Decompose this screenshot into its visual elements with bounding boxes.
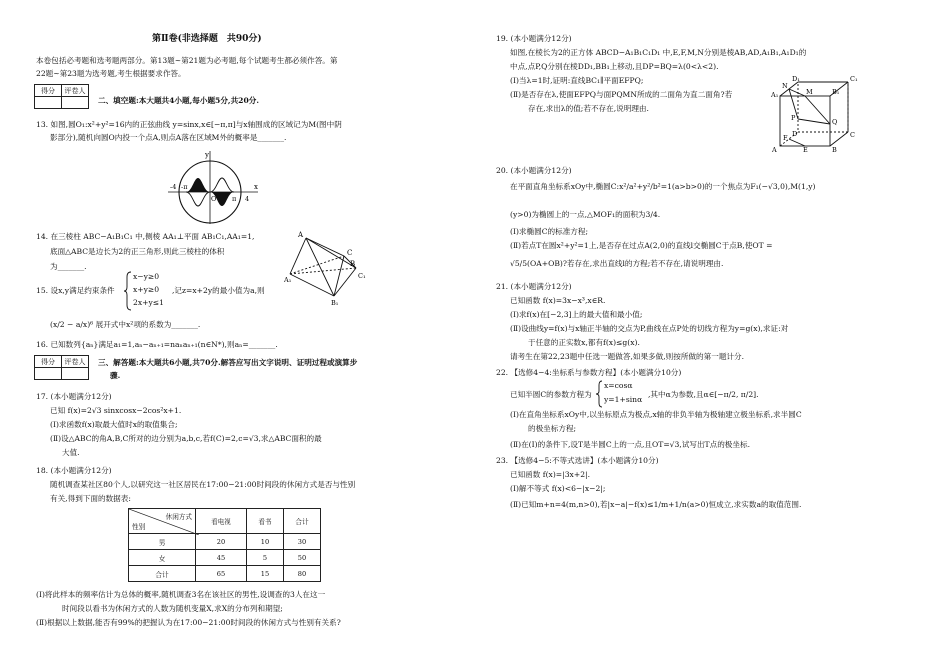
pt-Q: Q xyxy=(832,118,838,126)
q22-line-4: (Ⅱ)在(Ⅰ)的条件下,设T是半圆C上的一点,且OT=√3,试写出T点的极坐标. xyxy=(510,440,750,449)
table-cell: 20 xyxy=(196,534,247,550)
negpi-label: -π xyxy=(181,183,188,191)
score-box-1 xyxy=(34,84,89,109)
elective-note: 请考生在第22,23题中任选一题做答,如果多做,则按所做的第一题计分. xyxy=(510,352,745,361)
score-label: 得分 xyxy=(35,85,62,97)
table-header: 看电视 xyxy=(196,509,247,534)
q17-line-2: (Ⅰ)求函数f(x)取最大值时x的取值集合; xyxy=(50,420,178,429)
q13-circle-sine-figure xyxy=(166,148,262,228)
intro-line-2: 22题~第23题为选考题,考生根据要求作答。 xyxy=(36,69,186,78)
q20-line-2: (y>0)为椭圆上的一点,△MOF₁的面积为3/4. xyxy=(510,210,661,219)
q19-heading: 19. (本小题满分12分) xyxy=(496,34,572,43)
score-cell xyxy=(35,368,62,380)
table-cell: 45 xyxy=(196,550,247,566)
q23-line-2: (Ⅰ)解不等式 f(x)<6−|x−2|; xyxy=(510,484,606,493)
q22-line-1b: ,其中α为参数,且α∈[−π/2, π/2]. xyxy=(648,390,759,399)
q19-line-3: (Ⅰ)当λ=1时,证明:直线BC₁∥平面EFPQ; xyxy=(510,76,644,85)
table-corner-cell xyxy=(129,509,196,534)
q20-line-1: 在平面直角坐标系xOy中,椭圆C:x²/a²+y²/b²=1(a>b>0)的一个焦点为F₁(−√3,0),M(1,y) xyxy=(510,182,816,191)
pi-label: π xyxy=(232,195,237,203)
pt-B1: B₁ xyxy=(331,299,339,307)
q13-line-1: 13. 如图,圆O₁:x²+y²=16内的正弦曲线 y=sinx,x∈[−π,π]与x轴围成的区域记为M(图中阴 xyxy=(36,120,342,129)
grader-label: 评卷人 xyxy=(62,356,89,368)
table-cell: 80 xyxy=(284,566,321,582)
y-label: y xyxy=(205,151,209,159)
pt-C: C xyxy=(347,249,353,257)
table-row xyxy=(129,566,321,582)
x-label: x xyxy=(254,183,258,191)
solve-section-heading-1: 三、解答题:本大题共6小题,共70分.解答应写出文字说明、证明过程或演算步 xyxy=(98,358,358,367)
origin-label: O xyxy=(211,195,217,203)
q17-line-3: (Ⅱ)设△ABC的角A,B,C所对的边分别为a,b,c,若f(C)=2,c=√3,求△ABC面积的最 xyxy=(50,434,322,443)
q15-constraint-1: x−y≥0 xyxy=(133,272,160,281)
q18-line-4: 时间段以看书为休闲方式的人数为随机变量X,求X的分布列和期望; xyxy=(62,604,283,613)
pt-M: M xyxy=(806,88,813,96)
q18-line-1: 随机调查某社区80个人,以研究这一社区居民在17:00−21:00时间段的休闲方式是否与性别 xyxy=(50,480,356,489)
q18-line-3: (Ⅰ)将此样本的频率估计为总体的概率,随机调查3名在该社区的男性,设调查的3人在这一 xyxy=(36,590,326,599)
q23-heading: 23. 【选修4−5:不等式选讲】(本小题满分10分) xyxy=(496,456,659,465)
q19-line-5: 存在,求出λ的值;若不存在,说明理由. xyxy=(528,104,649,113)
pt-N: N xyxy=(782,82,788,90)
q21-line-4: 于任意的正实数x,都有f(x)≤g(x). xyxy=(528,338,640,347)
pt-B: B xyxy=(350,260,356,268)
grader-label: 评卷人 xyxy=(62,85,89,97)
q14-line-1: 14. 在三棱柱 ABC−A₁B₁C₁ 中,侧棱 AA₁⊥平面 AB₁C₁,AA₁=1, xyxy=(36,232,255,241)
q20-line-4: (Ⅱ)若点T在圆x²+y²=1上,是否存在过点A(2,0)的直线l交椭圆C于点B,使OT = xyxy=(510,241,773,250)
q17-line-1: 已知 f(x)=2√3 sinxcosx−2cos²x+1. xyxy=(50,406,182,415)
grader-cell xyxy=(62,97,89,109)
table-row xyxy=(129,550,321,566)
q17-line-4: 大值. xyxy=(62,448,80,457)
fill-in-section-heading: 二、填空题:本大题共4小题,每小题5分,共20分. xyxy=(98,96,259,105)
q18-heading: 18. (本小题满分12分) xyxy=(36,466,112,475)
q20-line-3: (Ⅰ)求椭圆C的标准方程; xyxy=(510,227,589,236)
q20-line-5: √5/5(OA+OB)?若存在,求出直线l的方程;若不存在,请说明理由. xyxy=(510,259,724,268)
q19-line-4: (Ⅱ)是否存在λ,使面EFPQ与面PQMN所成的二面角为直二面角?若 xyxy=(510,90,733,99)
q19-line-2: 中点,点P,Q分别在棱DD₁,BB₁上移动,且DP=BQ=λ(0<λ<2). xyxy=(510,62,719,71)
q15-constraint-2: x+y≥0 xyxy=(133,285,160,294)
pt-C1: C₁ xyxy=(358,272,366,280)
table-cell: 5 xyxy=(247,550,284,566)
pt-A1: A₁ xyxy=(771,91,779,99)
q16-text: 16. 已知数列{aₙ}满足a₁=1,aₙ−aₙ₊₁=naₙaₙ₊₁(n∈N*),则aₙ=_______. xyxy=(36,340,278,349)
q21-heading: 21. (本小题满分12分) xyxy=(496,282,572,291)
four-label: 4 xyxy=(245,195,250,203)
pt-C1: C₁ xyxy=(850,75,858,83)
score-label: 得分 xyxy=(35,356,62,368)
pt-P: P xyxy=(791,114,796,122)
q23-line-3: (Ⅱ)已知m+n=4(m,n>0),若|x−a|−f(x)≤1/m+1/n(a>0)恒成立,求实数a的取值范围. xyxy=(510,500,802,509)
table-cell: 女 xyxy=(129,550,196,566)
table-row xyxy=(129,534,321,550)
q22-line-1: 已知半圆C的参数方程为 xyxy=(510,390,592,399)
table-cell: 男 xyxy=(129,534,196,550)
table-cell: 10 xyxy=(247,534,284,550)
intro-line-1: 本卷包括必考题和选考题两部分。第13题~第21题为必考题,每个试题考生都必须作答。第 xyxy=(36,56,338,65)
q20-heading: 20. (本小题满分12分) xyxy=(496,166,572,175)
q15-constraint-3: 2x+y≤1 xyxy=(133,298,164,307)
q14-line-2: 底面△ABC是边长为2的正三角形,则此三棱柱的体积 xyxy=(50,247,225,256)
pt-D: D xyxy=(792,130,798,138)
section-title: 第Ⅱ卷(非选择题 共90分) xyxy=(152,34,262,44)
corner-bottom-label: 性别 xyxy=(132,523,146,531)
score-cell xyxy=(35,97,62,109)
table-cell: 15 xyxy=(247,566,284,582)
q22-param-x: x=cosα xyxy=(604,381,633,390)
pt-A: A xyxy=(772,146,777,154)
q14-line-3: 为_______. xyxy=(50,262,87,271)
table-cell: 65 xyxy=(196,566,247,582)
q19-cube-figure xyxy=(770,74,860,154)
pt-B1: B₁ xyxy=(832,88,840,96)
q15-line-2: (x/2 − a/x)⁶ 展开式中x²项的系数为_______. xyxy=(50,320,201,329)
grader-cell xyxy=(62,368,89,380)
corner-top-label: 休闲方式 xyxy=(165,513,192,521)
q22-line-3: 的极坐标方程; xyxy=(528,424,577,433)
q14-prism-figure xyxy=(284,226,380,308)
table-cell: 合计 xyxy=(129,566,196,582)
q18-line-2: 有关,得到下面的数据表: xyxy=(50,494,131,503)
pt-A1: A₁ xyxy=(284,276,292,284)
q15-line-1: 15. 设x,y满足约束条件 xyxy=(36,286,115,295)
q18-data-table xyxy=(128,508,321,582)
q13-line-2: 影部分),随机向圆O内投一个点A,则点A落在区域M外的概率是_______. xyxy=(50,133,287,142)
brace-icon xyxy=(596,380,603,408)
q15-line-1b: ,记z=x+2y的最小值为a,则 xyxy=(172,286,265,295)
table-header: 合计 xyxy=(284,509,321,534)
neg4-label: -4 xyxy=(170,183,177,191)
q18-line-5: (Ⅱ)根据以上数据,能否有99%的把握认为在17:00−21:00时间段的休闲方式与性别有关系? xyxy=(36,618,341,627)
pt-E: E xyxy=(803,146,808,154)
q22-line-2: (Ⅰ)在直角坐标系xOy中,以坐标原点为极点,x轴的非负半轴为极轴建立极坐标系,求半圆C xyxy=(510,410,802,419)
shaded-region-left xyxy=(186,178,210,192)
q17-heading: 17. (本小题满分12分) xyxy=(36,392,112,401)
q21-line-1: 已知函数 f(x)=3x−x³,x∈R. xyxy=(510,296,606,305)
table-cell: 50 xyxy=(284,550,321,566)
pt-C: C xyxy=(850,131,855,139)
pt-A: A xyxy=(298,231,304,239)
q22-heading: 22. 【选修4−4:坐标系与参数方程】(本小题满分10分) xyxy=(496,368,682,377)
pt-B: B xyxy=(832,146,837,154)
table-header: 看书 xyxy=(247,509,284,534)
brace-icon xyxy=(124,271,132,311)
score-box-2 xyxy=(34,355,89,380)
q22-param-y: y=1+sinα xyxy=(604,395,643,404)
pt-D1: D₁ xyxy=(792,75,800,83)
q23-line-1: 已知函数 f(x)=|3x+2|. xyxy=(510,470,591,479)
table-cell: 30 xyxy=(284,534,321,550)
q21-line-3: (Ⅱ)设曲线y=f(x)与x轴正半轴的交点为P,曲线在点P处的切线方程为y=g(x),求证:对 xyxy=(510,324,789,333)
q21-line-2: (Ⅰ)求f(x)在[−2,3]上的最大值和最小值; xyxy=(510,310,643,319)
q19-line-1: 如图,在棱长为2的正方体 ABCD−A₁B₁C₁D₁ 中,E,F,M,N分别是棱AB,AD,A₁B₁,A₁D₁的 xyxy=(510,48,807,57)
pt-F: F xyxy=(783,134,788,142)
solve-section-heading-2: 骤. xyxy=(110,371,121,380)
